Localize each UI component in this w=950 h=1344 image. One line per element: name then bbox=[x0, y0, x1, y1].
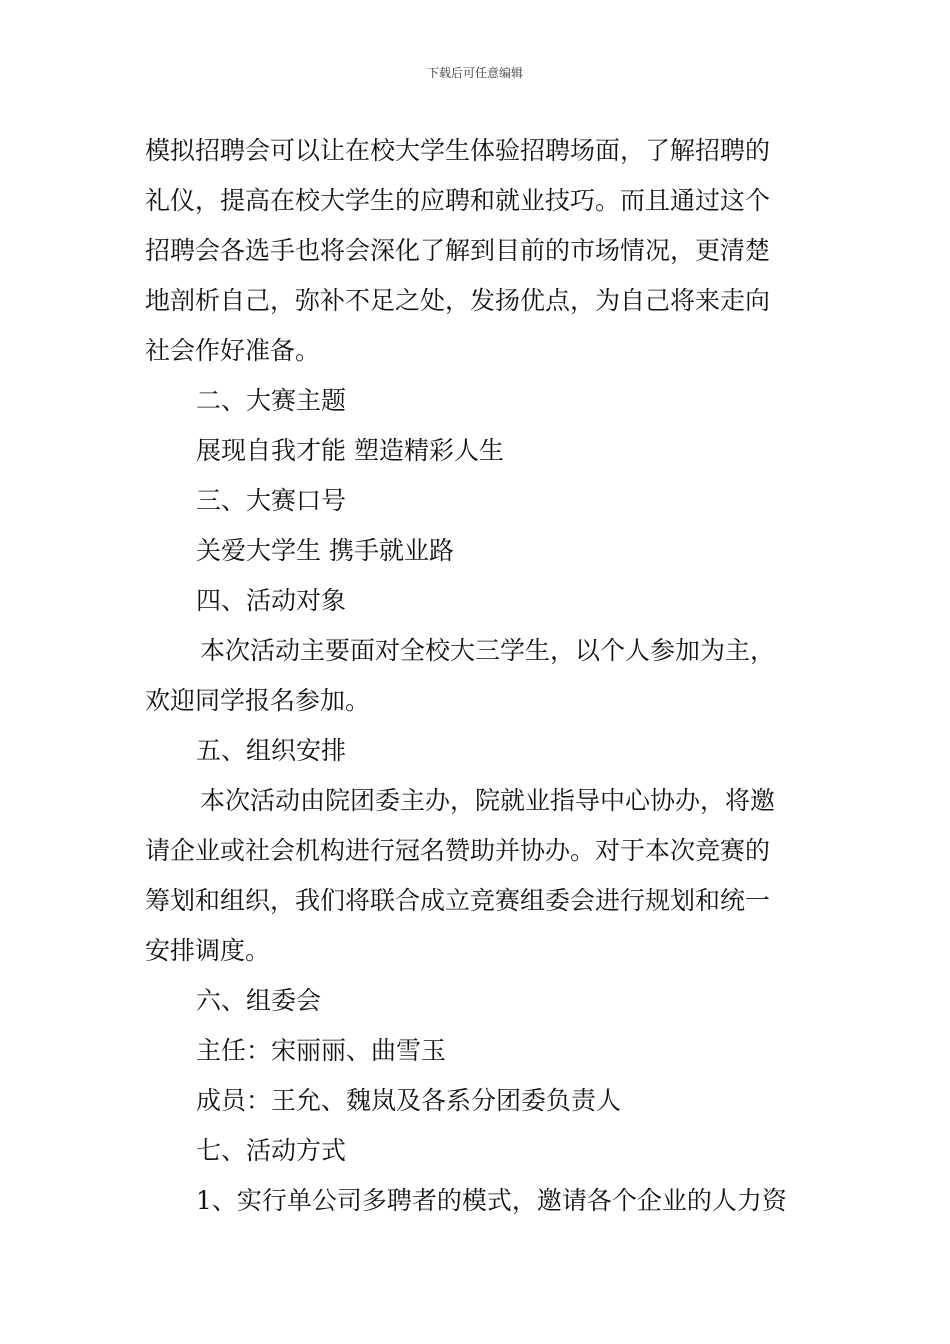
section-heading: 三、大赛口号 bbox=[196, 486, 347, 515]
section-heading: 四、活动对象 bbox=[196, 586, 347, 615]
section-heading: 五、组织安排 bbox=[196, 736, 347, 765]
committee-director: 主任：宋丽丽、曲雪玉 bbox=[196, 1036, 447, 1065]
list-item: 1、实行单公司多聘者的模式，邀请各个企业的人力资 bbox=[196, 1186, 787, 1215]
paragraph-line: 安排调度。 bbox=[145, 936, 271, 965]
paragraph-line: 模拟招聘会可以让在校大学生体验招聘场面，了解招聘的 bbox=[145, 136, 771, 165]
document-body bbox=[145, 126, 809, 1226]
paragraph-line: 社会作好准备。 bbox=[145, 336, 321, 365]
contest-theme: 展现自我才能 塑造精彩人生 bbox=[196, 436, 504, 465]
paragraph-line: 欢迎同学报名参加。 bbox=[145, 686, 371, 715]
paragraph-line: 请企业或社会机构进行冠名赞助并协办。对于本次竞赛的 bbox=[145, 836, 771, 865]
contest-slogan: 关爱大学生 携手就业路 bbox=[196, 536, 454, 565]
page-header: 下载后可任意编辑 bbox=[426, 66, 523, 80]
section-heading: 七、活动方式 bbox=[196, 1136, 347, 1165]
committee-members: 成员：王允、魏岚及各系分团委负责人 bbox=[196, 1086, 622, 1115]
section-heading: 六、组委会 bbox=[196, 986, 322, 1015]
paragraph-line: 招聘会各选手也将会深化了解到目前的市场情况，更清楚 bbox=[145, 236, 771, 265]
paragraph-line: 本次活动由院团委主办，院就业指导中心协办，将邀 bbox=[200, 786, 776, 815]
paragraph-line: 筹划和组织，我们将联合成立竞赛组委会进行规划和统一 bbox=[145, 886, 771, 915]
paragraph-line: 地剖析自己，弥补不足之处，发扬优点，为自己将来走向 bbox=[145, 286, 771, 315]
paragraph-line: 本次活动主要面对全校大三学生，以个人参加为主， bbox=[200, 636, 776, 665]
section-heading: 二、大赛主题 bbox=[196, 386, 347, 415]
paragraph-line: 礼仪，提高在校大学生的应聘和就业技巧。而且通过这个 bbox=[145, 186, 771, 215]
